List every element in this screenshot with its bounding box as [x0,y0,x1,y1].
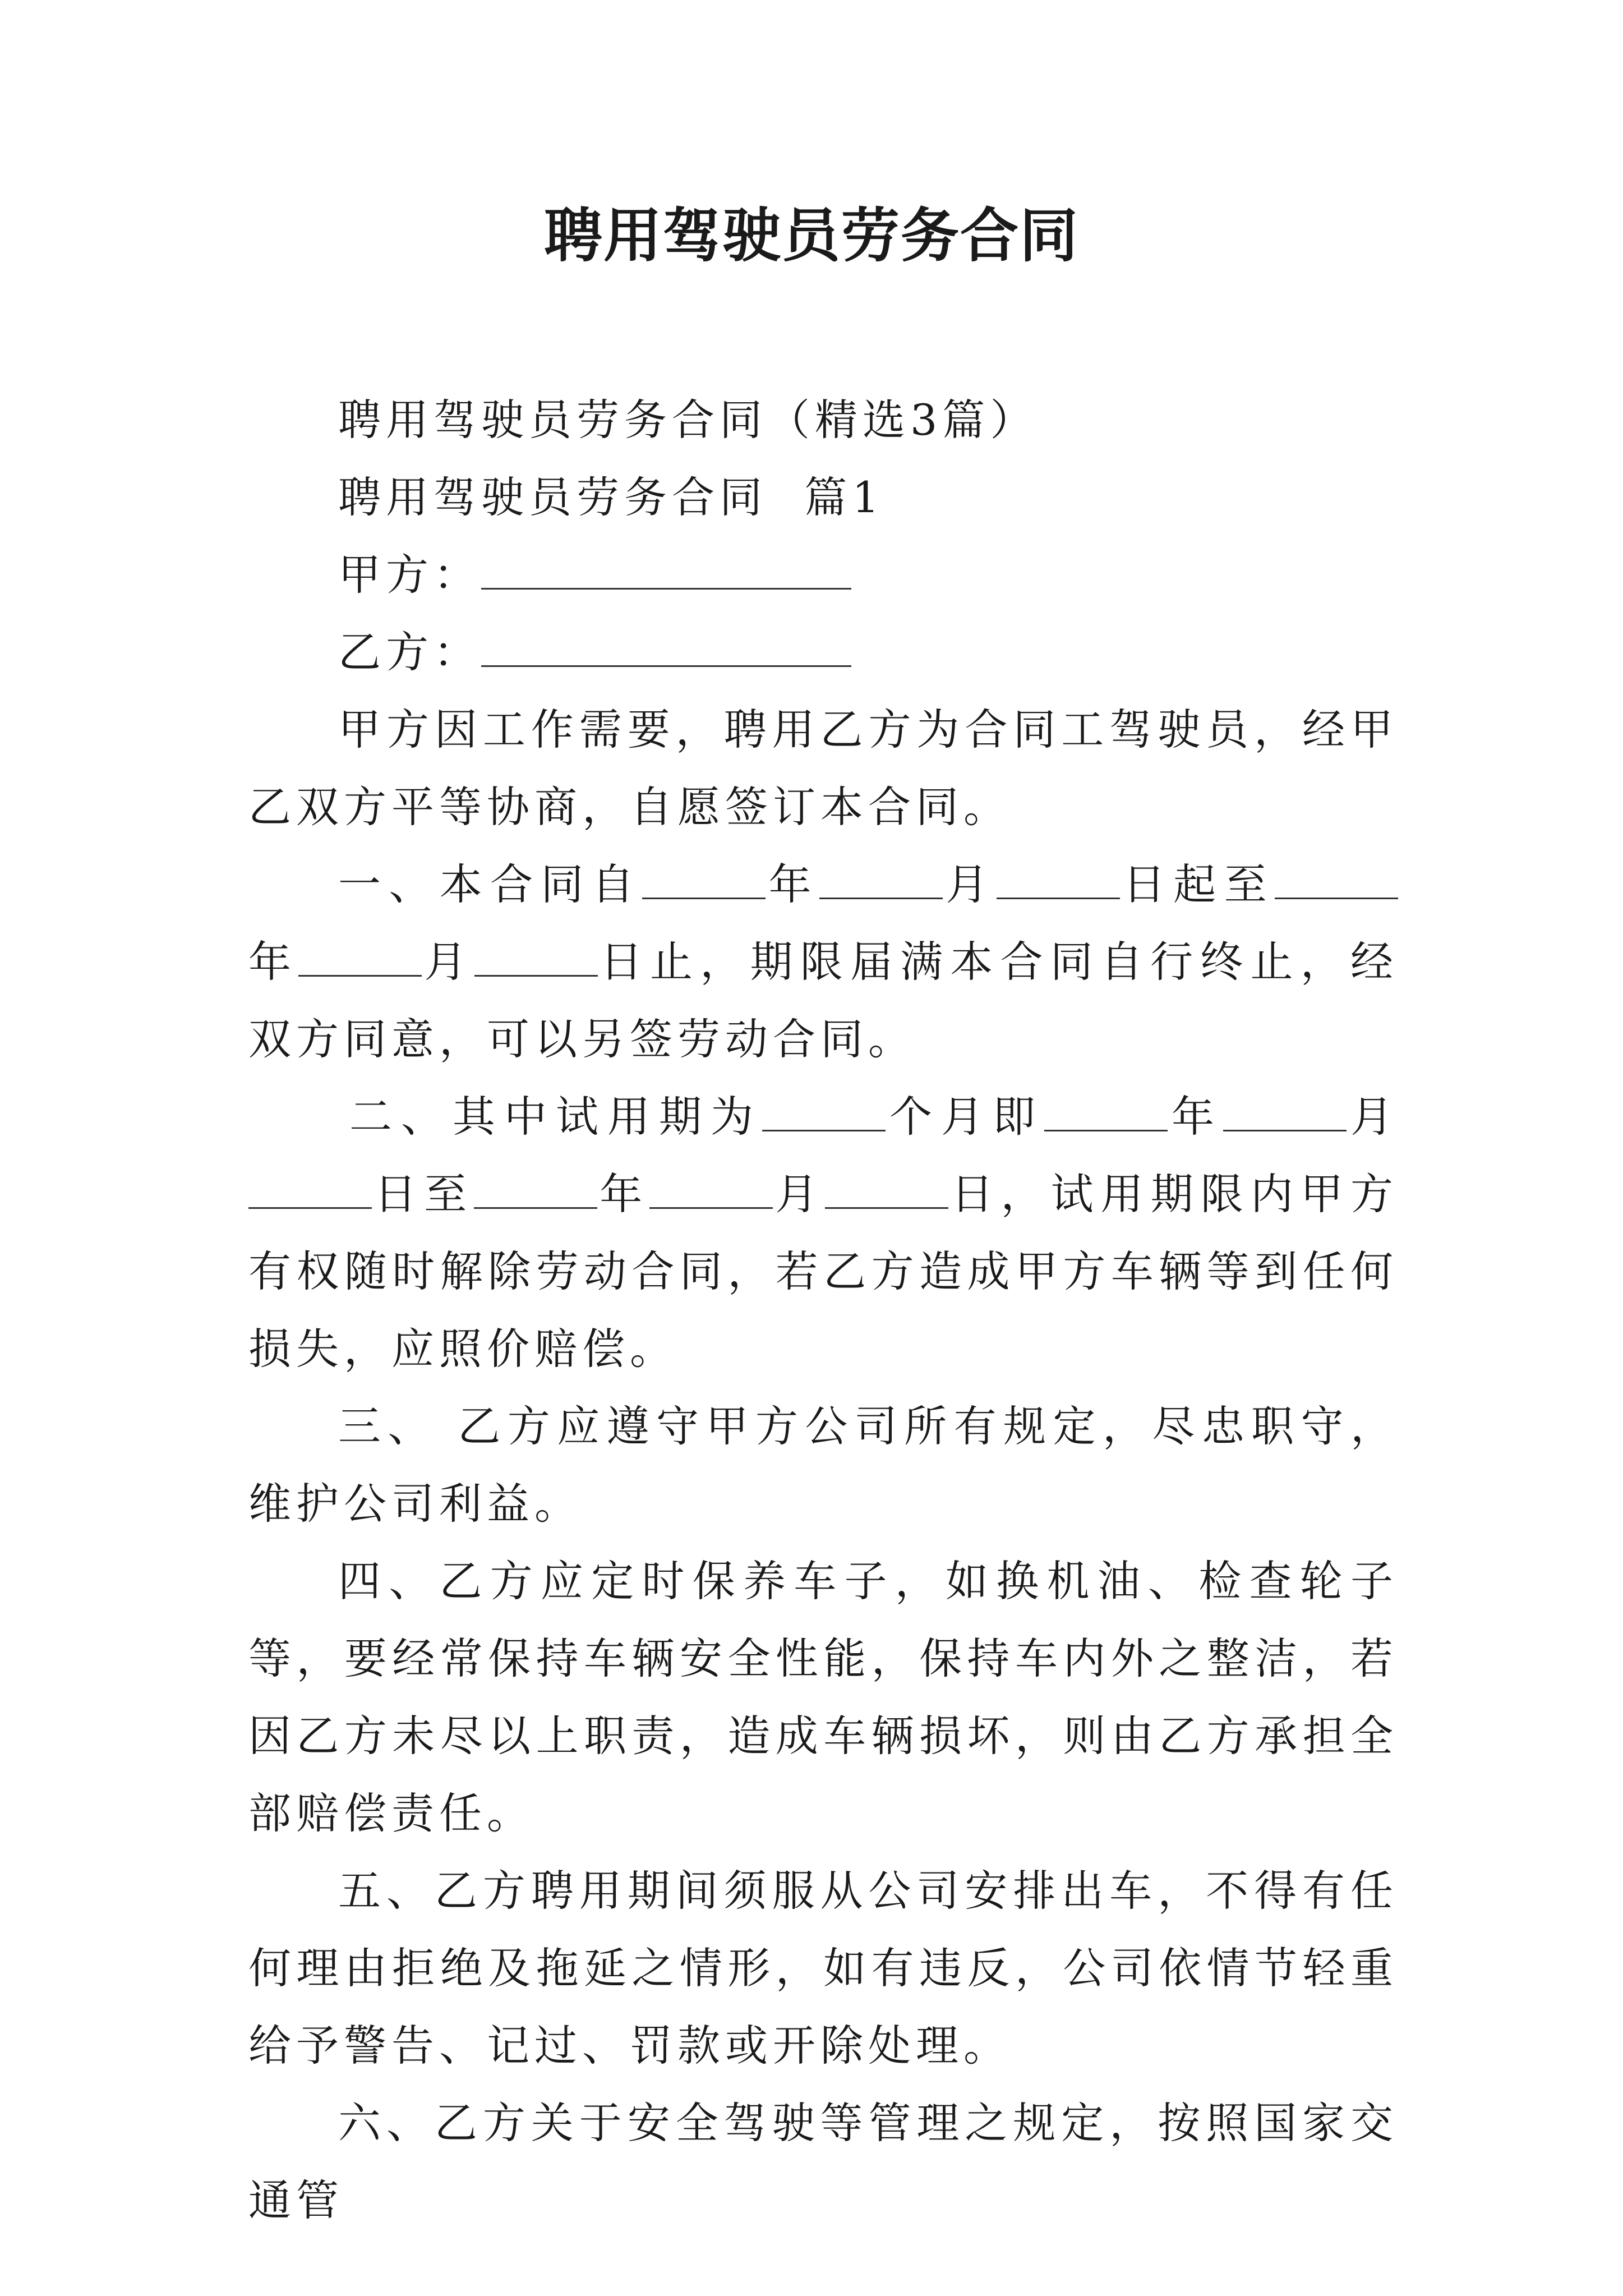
blank [1275,864,1398,899]
year-label: 年 [597,1169,650,1219]
section-heading: 聘用驾驶员劳务合同 篇1 [338,472,884,522]
clause-1-end: 日止，期限届满本合同自行终止，经双方同意，可以另签劳动合同。 [248,937,1399,1064]
clause-2-to: 日至 [372,1169,474,1219]
blank [1223,1096,1347,1131]
document-body [248,381,1398,2239]
month-label: 月 [422,937,474,987]
clause-4: 四、乙方应定时保养车子，如换机油、检查轮子等，要经常保持车辆安全性能，保持车内外之整洁，若因乙方未尽以上职责，造成车辆损坏，则由乙方承担全部赔偿责任。 [248,1556,1398,1838]
month-label: 月 [942,859,997,909]
intro-paragraph: 甲方因工作需要，聘用乙方为合同工驾驶员，经甲乙双方平等协商，自愿签订本合同。 [248,705,1398,832]
document-title: 聘用驾驶员劳务合同 [543,201,1079,270]
blank [819,864,943,899]
blank [825,1174,948,1209]
blank [474,1174,597,1209]
party-a-line [248,536,1398,614]
clause-2 [248,1078,1398,1388]
blank [474,941,598,977]
clause-2-end: 日，试用期限内甲方有权随时解除劳动合同，若乙方造成甲方车辆等到任何损失，应照价赔偿。 [248,1169,1398,1374]
blank [298,941,422,977]
blank [248,1174,372,1209]
year-label: 年 [1168,1092,1223,1142]
clause-3: 三、 乙方应遵守甲方公司所有规定，尽忠职守，维护公司利益。 [248,1401,1398,1529]
blank [762,1096,886,1131]
subtitle-line: 聘用驾驶员劳务合同（精选3篇） [338,395,1038,445]
clause-6: 六、乙方关于安全驾驶等管理之规定，按照国家交通管 [248,2098,1398,2225]
clause-2-months: 个月即 [886,1092,1044,1142]
party-b-blank [481,632,851,667]
clause-5: 五、乙方聘用期间须服从公司安排出车，不得有任何理由拒绝及拖延之情形，如有违反，公司依情节轻重给予警告、记过、罚款或开除处理。 [248,1866,1398,2070]
clause-1 [248,846,1398,1078]
clause-1-until: 日起至 [1119,859,1275,909]
clause-1-start: 一、本合同自 [338,859,643,909]
party-a-blank [481,554,851,590]
blank [649,1174,773,1209]
blank [997,864,1120,899]
party-b-line [248,614,1398,691]
party-b-label: 乙方： [338,627,481,677]
year-label: 年 [766,859,819,909]
month-label: 月 [773,1169,826,1219]
party-a-label: 甲方： [338,550,481,600]
month-label: 月 [1347,1092,1398,1142]
clause-2-start: 二、其中试用期为 [349,1092,762,1142]
year-label: 年 [248,937,299,987]
blank [642,864,766,899]
blank [1044,1096,1168,1131]
